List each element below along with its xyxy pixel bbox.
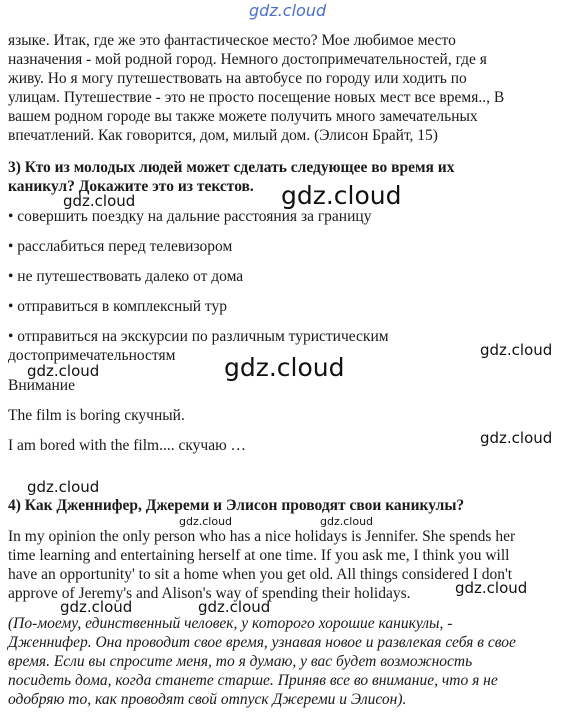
answer-ru-line: посидеть дома, когда станете старше. Приняв все во внимание, что я не xyxy=(8,672,498,689)
watermark: gdz.cloud xyxy=(60,598,133,616)
watermark: gdz.cloud xyxy=(27,362,100,380)
answer-ru-line: одобряю то, как проводят свой отпуск Джереми и Элисон). xyxy=(8,691,407,708)
answer-ru-line: время. Если вы спросите меня, то я думаю, у вас будет возможность xyxy=(8,653,473,670)
bullet-item: • расслабиться перед телевизором xyxy=(8,238,233,255)
bullet-item: • отправиться на экскурсии по различным туристическим xyxy=(8,328,389,345)
bullet-item-cont: достопримечательностям xyxy=(8,347,176,364)
watermark: gdz.cloud xyxy=(198,598,271,616)
note-title: Внимание xyxy=(8,377,75,394)
bullet-item: • отправиться в комплексный тур xyxy=(8,298,227,315)
bullet-item: • не путешествовать далеко от дома xyxy=(8,268,244,285)
watermark-top: gdz.cloud xyxy=(249,1,327,20)
watermark: gdz.cloud xyxy=(480,429,553,447)
watermark: gdz.cloud xyxy=(63,192,136,210)
intro-line: живу. Но я могу путешествовать на автобусе по городу или ходить по xyxy=(8,70,467,87)
question-3-heading: 3) Кто из молодых людей может сделать следующее во время их xyxy=(8,159,455,176)
intro-line: улицам. Путешествие - это не просто посещение новых мест все время.., В xyxy=(8,89,505,106)
question-4-heading: 4) Как Дженнифер, Джереми и Элисон проводят свои каникулы? xyxy=(8,497,465,514)
watermark: gdz.cloud xyxy=(480,341,553,359)
bullet-item: • совершить поездку на дальние расстояния за границу xyxy=(8,208,372,225)
watermark: gdz.cloud xyxy=(281,181,402,210)
answer-ru-line: (По-моему, единственный человек, у которого хорошие каникулы, - xyxy=(8,615,453,632)
intro-line: назначения - мой родной город. Немного достопримечательностей, где я xyxy=(8,51,487,68)
intro-line: вашем родном городе вы также можете получить много замечательных xyxy=(8,108,478,125)
answer-en-line: In my opinion the only person who has a nice holidays is Jennifer. She spends her xyxy=(8,528,516,545)
watermark: gdz.cloud xyxy=(179,515,233,528)
question-3-heading: каникул? Докажите это из текстов. xyxy=(8,178,254,195)
note-line: I am bored with the film.... скучаю … xyxy=(8,437,247,454)
intro-line: языке. Итак, где же это фантастическое место? Мое любимое место xyxy=(8,32,456,49)
answer-en-line: have an opportunity' to sit a home when you get old. All things considered I don't xyxy=(8,566,513,583)
watermark: gdz.cloud xyxy=(455,579,528,597)
answer-en-line: approve of Jeremy's and Alison's way of spending their holidays. xyxy=(8,585,411,602)
watermark: gdz.cloud xyxy=(224,353,345,382)
answer-en-line: time learning and entertaining herself at one time. If you ask me, I think you will xyxy=(8,547,510,564)
answer-ru-line: Дженнифер. Она проводит свое время, узнавая новое и развлекая себя в свое xyxy=(8,634,516,651)
watermark: gdz.cloud xyxy=(27,478,100,496)
note-line: The film is boring скучный. xyxy=(8,407,185,424)
watermark: gdz.cloud xyxy=(320,515,374,528)
intro-line: впечатлений. Как говорится, дом, милый дом. (Элисон Брайт, 15) xyxy=(8,127,438,144)
